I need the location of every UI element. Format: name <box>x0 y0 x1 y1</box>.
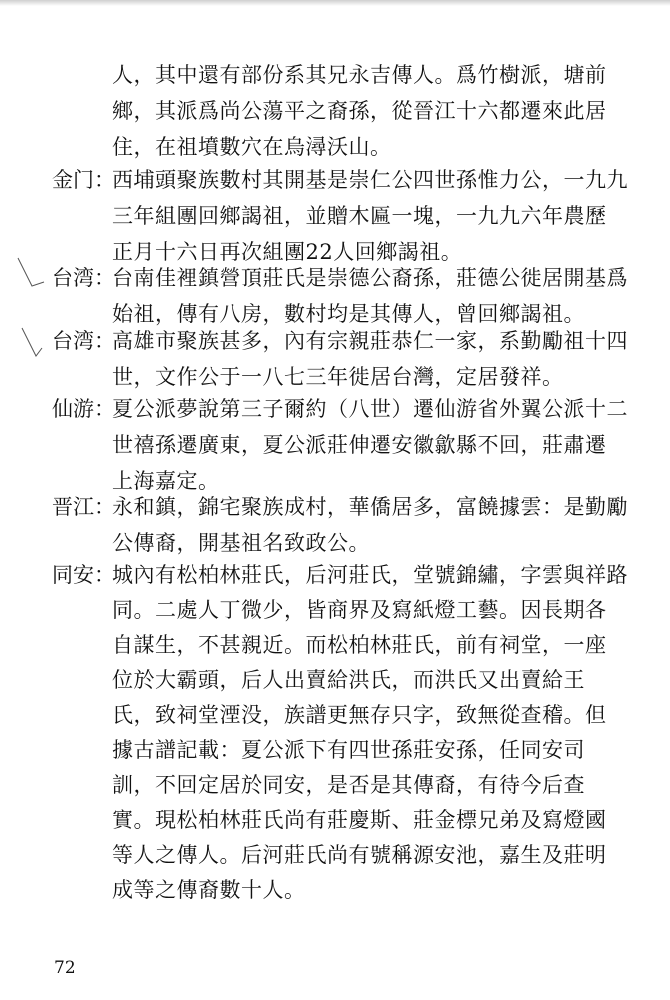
text-line: 同。二處人丁微少，皆商界及寫紙燈工藝。因長期各 <box>112 598 607 622</box>
text-line: 夏公派夢說第三子爾約（八世）遷仙游省外翼公派十二 <box>112 397 628 421</box>
text-line: 始祖，傳有八房，數村均是其傳人，曾回鄉謁祖。 <box>112 302 585 326</box>
scan-edge-shadow <box>0 0 670 6</box>
text-line: 據古譜記載：夏公派下有四世孫莊安孫，任同安司 <box>112 738 585 762</box>
text-line: 三年組團回鄉謁祖，並贈木匾一塊，一九九六年農歷 <box>112 204 607 228</box>
check-mark-icon <box>18 258 44 286</box>
text-line: 正月十六日再次組團22人回鄉謁祖。 <box>112 240 463 264</box>
entry-label: 台湾： <box>52 266 115 290</box>
text-line: 等人之傳人。后河莊氏尚有號稱源安池，嘉生及莊明 <box>112 843 607 867</box>
entry-label: 晋江： <box>52 495 115 519</box>
text-line: 氏，致祠堂湮没，族譜更無存只字，致無從查稽。但 <box>112 703 607 727</box>
text-line: 人，其中還有部份系其兄永吉傳人。爲竹樹派，塘前 <box>112 63 607 87</box>
entry-label: 仙游： <box>52 397 115 421</box>
text-line: 永和鎮，錦宅聚族成村，華僑居多，富饒據雲：是勤勵 <box>112 495 628 519</box>
text-line: 實。現松柏林莊氏尚有莊慶斯、莊金標兄弟及寫燈國 <box>112 808 607 832</box>
text-line: 自謀生，不甚親近。而松柏林莊氏，前有祠堂，一座 <box>112 633 607 657</box>
text-line: 位於大霸頭，后人出賣給洪氏，而洪氏又出賣給王 <box>112 668 585 692</box>
text-line: 訓，不回定居於同安，是否是其傳裔，有待今后查 <box>112 773 585 797</box>
entry-label: 台湾： <box>52 329 115 353</box>
text-line: 西埔頭聚族數村其開基是崇仁公四世孫惟力公，一九九 <box>112 168 628 192</box>
text-line: 城內有松柏林莊氏，后河莊氏，堂號錦繡，字雲與祥路 <box>112 563 628 587</box>
entry-label: 同安： <box>52 563 115 587</box>
text-line: 住，在祖墳數穴在烏潯沃山。 <box>112 135 392 159</box>
entry-label: 金门： <box>52 168 115 192</box>
margin-check-marks <box>0 0 60 400</box>
text-line: 成等之傳裔數十人。 <box>112 878 306 902</box>
text-line: 上海嘉定。 <box>112 469 220 493</box>
text-line: 高雄市聚族甚多，內有宗親莊恭仁一家，系勤勵祖十四 <box>112 329 628 353</box>
text-line: 世，文作公于一八七三年徙居台灣，定居發祥。 <box>112 365 564 389</box>
text-line: 台南佳裡鎮營頂莊氏是崇德公裔孫，莊德公徙居開基爲 <box>112 266 628 290</box>
page-number: 72 <box>54 958 76 978</box>
check-mark-icon <box>22 328 42 356</box>
text-line: 世禧孫遷廣東，夏公派莊伸遷安徽歙縣不回，莊肅遷 <box>112 433 607 457</box>
text-line: 公傳裔，開基祖名致政公。 <box>112 531 370 555</box>
text-line: 鄉，其派爲尚公蕩平之裔孫，從晉江十六都遷來此居 <box>112 99 607 123</box>
